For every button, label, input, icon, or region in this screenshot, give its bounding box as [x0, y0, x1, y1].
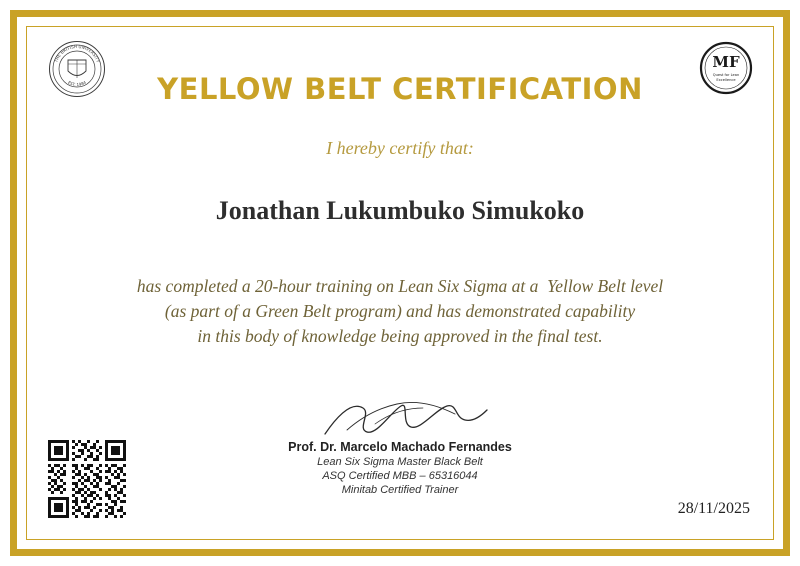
issue-date: 28/11/2025	[677, 500, 750, 517]
svg-text:Excellence: Excellence	[716, 78, 736, 82]
signer-credential-1: Lean Six Sigma Master Black Belt	[317, 456, 483, 468]
svg-text:THE BRITISH UNIVERSITY: THE BRITISH UNIVERSITY	[53, 43, 101, 63]
body-line-1: has completed a 20-hour training on Lean Six Sigma at a Yellow Belt level	[136, 276, 664, 296]
signer-name: Prof. Dr. Marcelo Machado Fernandes	[288, 440, 512, 454]
signature-block	[26, 394, 774, 496]
qr-code[interactable]	[48, 440, 126, 518]
hereby-line: I hereby certify that:	[326, 138, 474, 158]
recipient-name: Jonathan Lukumbuko Simukoko	[215, 196, 585, 225]
certificate-title: YELLOW BELT CERTIFICATION	[157, 72, 643, 106]
body-line-3: in this body of knowledge being approved in the final test.	[197, 326, 603, 346]
svg-text:Quest for Lean: Quest for Lean	[712, 73, 740, 77]
signer-credential-3: Minitab Certified Trainer	[341, 484, 459, 496]
svg-text:EST. 1984: EST. 1984	[67, 79, 87, 88]
handwritten-signature-icon	[26, 394, 774, 438]
certificate-body	[66, 274, 734, 349]
certificate-content	[26, 26, 774, 540]
body-line-2: (as part of a Green Belt program) and has demonstrated capability	[164, 301, 636, 321]
signer-credential-2: ASQ Certified MBB – 65316044	[322, 470, 478, 482]
svg-text:MF: MF	[712, 53, 740, 71]
